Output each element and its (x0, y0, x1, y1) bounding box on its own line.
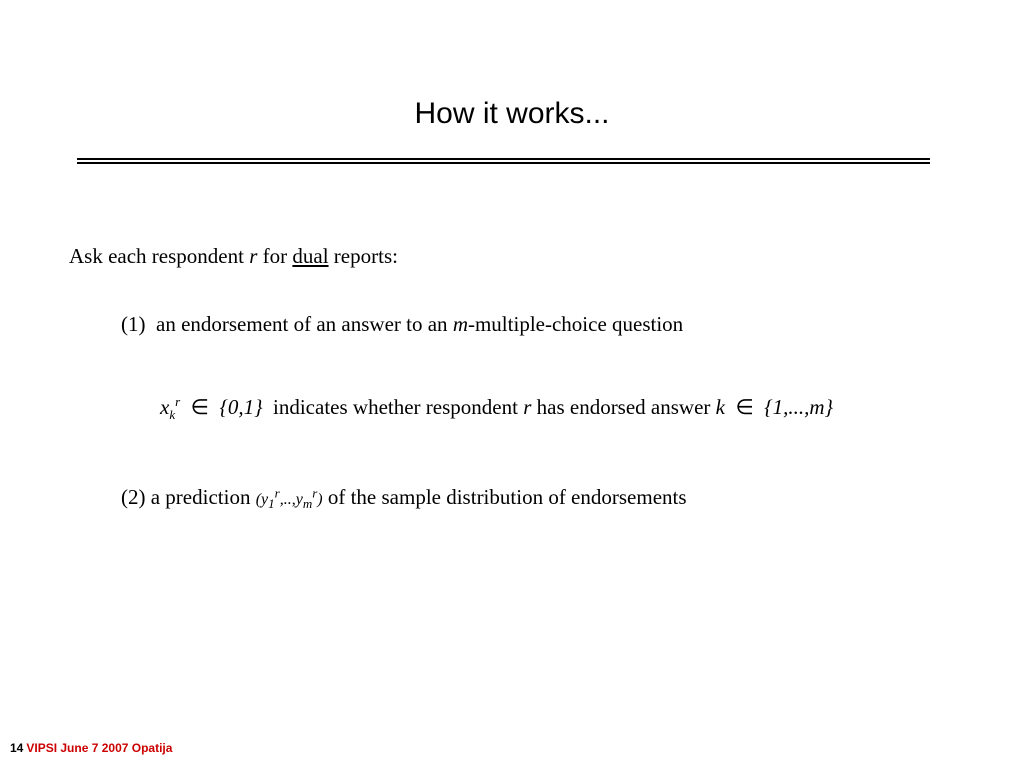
formula-sup-r: r (175, 394, 181, 409)
item-2-open: (y (255, 491, 269, 508)
title-rule-top (77, 158, 930, 160)
item-2-sub-1: 1 (268, 496, 275, 512)
item-2-sup-r2: r (312, 485, 318, 501)
slide-title: How it works... (414, 97, 610, 130)
item-2 (121, 485, 687, 510)
item-2-sup-r1: r (274, 485, 280, 501)
formula-set-01: {0,1} (219, 395, 263, 419)
formula-var-k: k (715, 395, 725, 419)
item-1-text-after: -multiple-choice question (467, 312, 684, 336)
formula-set-1m: {1,...,m} (764, 395, 833, 419)
intro-mid: for (262, 244, 288, 268)
formula-line (160, 394, 833, 423)
item-2-suffix: of the sample distribution of endorsements (327, 485, 687, 509)
item-2-sub-m: m (302, 496, 313, 512)
formula-x: x (160, 395, 170, 419)
page-number: 14 (10, 741, 24, 755)
intro-var-r: r (249, 244, 258, 268)
intro-suffix: reports: (333, 244, 398, 268)
item-1-var-m: m (452, 312, 468, 336)
item-1 (121, 312, 683, 337)
formula-text-1: indicates whether respondent (273, 395, 518, 419)
title-rule-bottom (77, 162, 930, 164)
slide-footer (10, 741, 172, 755)
intro-dual: dual (292, 244, 329, 268)
intro-prefix: Ask each respondent (69, 244, 244, 268)
item-2-vector (255, 485, 323, 512)
item-2-close: ) (317, 491, 323, 508)
footer-text: VIPSI June 7 2007 Opatija (26, 741, 173, 755)
formula-elem-1: ∈ (190, 395, 209, 419)
item-2-prefix: (2) a prediction (121, 485, 251, 509)
item-1-number: (1) (121, 312, 146, 336)
formula-var-r: r (523, 395, 532, 419)
formula-text-2: has endorsed answer (536, 395, 711, 419)
formula-elem-2: ∈ (735, 395, 754, 419)
formula-sub-k: k (169, 407, 176, 423)
intro-line (69, 244, 398, 269)
item-2-mid: ,..,y (279, 491, 303, 508)
item-1-text-before: an endorsement of an answer to an (156, 312, 448, 336)
